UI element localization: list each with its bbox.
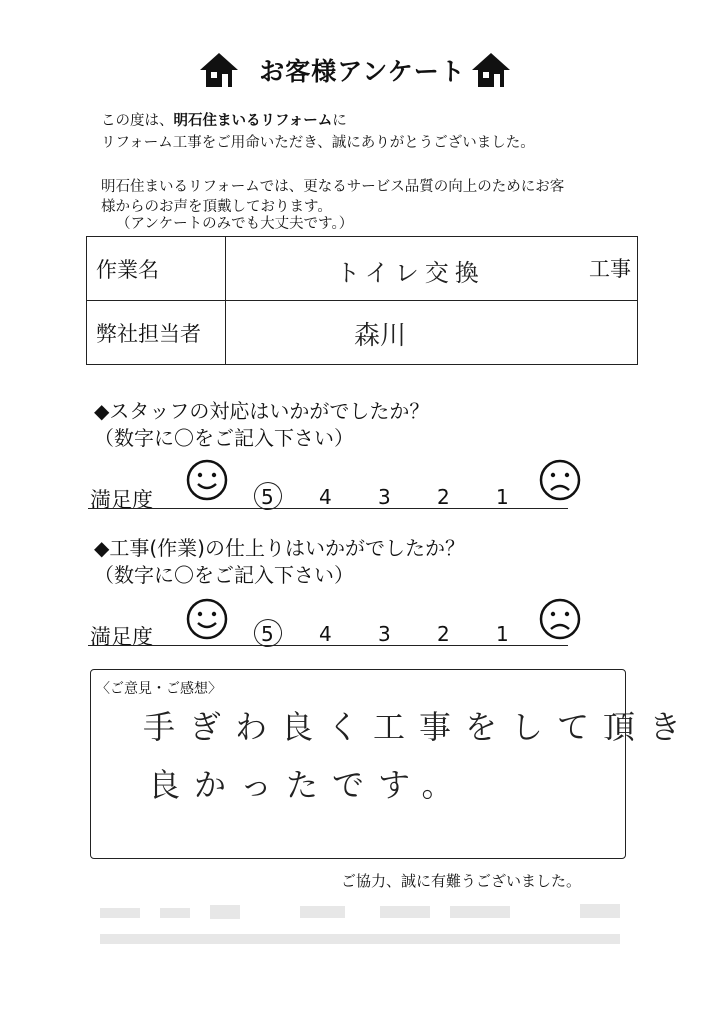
work-cell[interactable] (226, 237, 638, 301)
frowning-face-icon (539, 598, 581, 640)
work-label: 作業名 (87, 237, 226, 301)
staff-cell[interactable] (226, 301, 638, 365)
rating-2[interactable]: 2 (437, 485, 450, 509)
question-1-instruction: （数字に〇をご記入下さい） (94, 426, 354, 450)
staff-label: 弊社担当者 (87, 301, 226, 365)
work-row (87, 237, 638, 301)
intro-line-3: 明石住まいるリフォームでは、更なるサービス品質の向上のためにお客 (101, 179, 565, 195)
intro-text: この度は、 (101, 113, 174, 129)
rating-4[interactable]: 4 (319, 485, 332, 509)
page-title: お客様アンケート (259, 57, 466, 86)
question-2: ◆工事(作業)の仕上りはいかがでしたか？ (94, 536, 465, 560)
intro-text: に (332, 113, 347, 129)
company-name: 明石住まいるリフォーム (173, 113, 333, 129)
rating-1[interactable]: 1 (496, 622, 509, 646)
work-suffix: 工事 (589, 257, 631, 281)
intro-line-1 (101, 110, 347, 132)
rating-1[interactable]: 1 (496, 485, 509, 509)
rating-5[interactable]: 5 (261, 485, 274, 509)
satisfaction-label: 満足度 (90, 625, 153, 649)
comments-label: 〈ご意見・ご感想〉 (96, 681, 222, 697)
rating-5[interactable]: 5 (261, 622, 274, 646)
house-icon (470, 50, 512, 90)
thanks-message: ご協力、誠に有難うございました。 (341, 872, 582, 890)
intro-line-5: （アンケートのみでも大丈夫です。） (116, 216, 354, 232)
smiley-face-icon (186, 459, 228, 501)
work-value: トイレ交換 (336, 259, 485, 287)
staff-value: 森川 (354, 321, 407, 351)
smiley-face-icon (186, 598, 228, 640)
frowning-face-icon (539, 459, 581, 501)
staff-row (87, 301, 638, 365)
comment-line-2: 良かったです。 (148, 766, 468, 804)
comment-line-1: 手ぎわ良く工事をして頂き (143, 708, 696, 746)
info-table (86, 236, 638, 365)
rating-2[interactable]: 2 (437, 622, 450, 646)
satisfaction-label: 満足度 (90, 488, 153, 512)
intro-line-4: 様からのお声を頂戴しております。 (101, 199, 332, 215)
question-2-instruction: （数字に〇をご記入下さい） (94, 563, 354, 587)
question-1: ◆スタッフの対応はいかがでしたか？ (94, 399, 430, 423)
rating-4[interactable]: 4 (319, 622, 332, 646)
rating-3[interactable]: 3 (378, 485, 391, 509)
rating-3[interactable]: 3 (378, 622, 391, 646)
intro-line-2: リフォーム工事をご用命いただき、誠にありがとうございました。 (101, 135, 535, 151)
